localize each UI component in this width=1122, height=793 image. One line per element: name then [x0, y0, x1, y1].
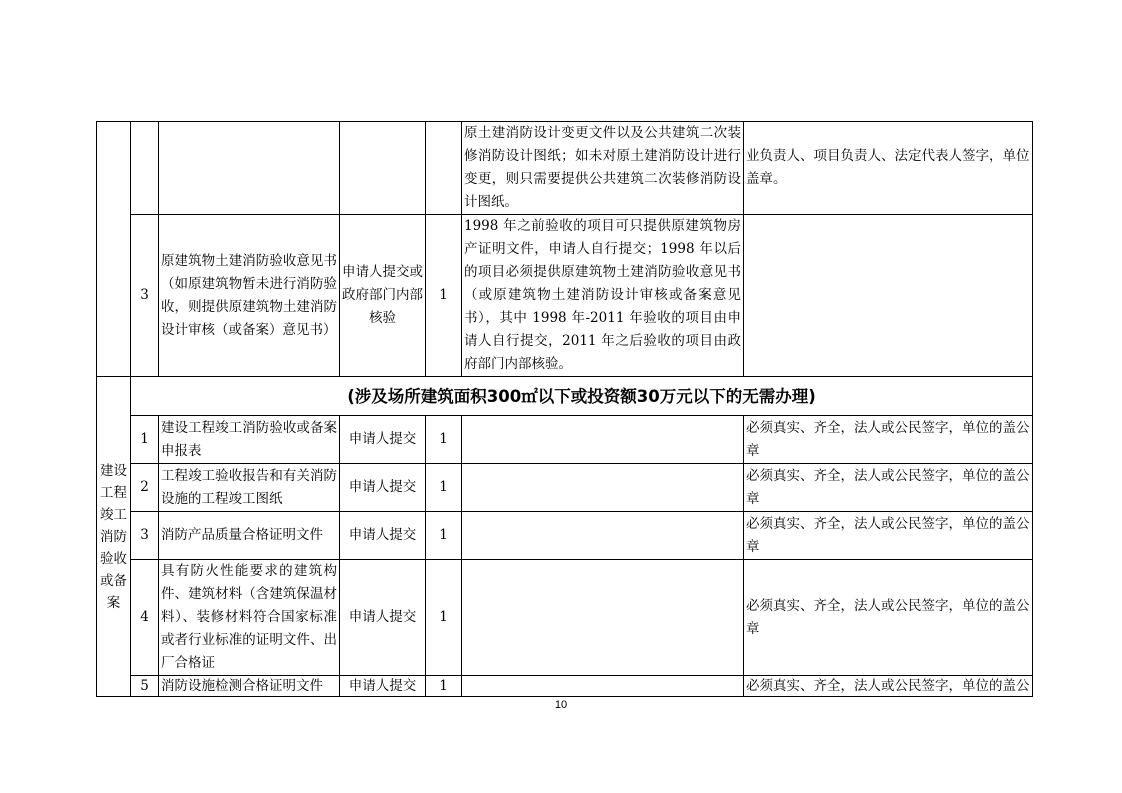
- method-cell: 申请人提交或政府部门内部核验: [340, 215, 426, 377]
- section-note-row: [97, 377, 1033, 416]
- table-row: [97, 560, 1033, 676]
- table-row: [97, 416, 1033, 464]
- copies-cell: 1: [426, 215, 462, 377]
- notes-cell: 原土建消防设计变更文件以及公共建筑二次装修消防设计图纸；如未对原土建消防设计进行变更，则只需要提供公共建筑二次装修消防设计图纸。: [462, 122, 744, 215]
- method-cell: [340, 122, 426, 215]
- copies-cell: 1: [426, 676, 462, 697]
- category-cell-continued: [97, 122, 131, 377]
- notes-cell: [462, 416, 744, 464]
- material-cell: 具有防火性能要求的建筑构件、建筑材料（含建筑保温材料）、装修材料符合国家标准或者行业标准的证明文件、出厂合格证: [159, 560, 340, 676]
- material-cell: 消防设施检测合格证明文件: [159, 676, 340, 697]
- item-number: 4: [131, 560, 159, 676]
- requirement-text: 必须真实、齐全，法人或公民签字，单位的盖公: [746, 678, 1030, 694]
- category-cell: [97, 377, 131, 697]
- material-cell: 消防产品质量合格证明文件: [159, 512, 340, 560]
- copies-cell: 1: [426, 416, 462, 464]
- copies-cell: 1: [426, 560, 462, 676]
- notes-cell: [462, 560, 744, 676]
- method-cell: 申请人提交: [340, 464, 426, 512]
- method-cell: 申请人提交: [340, 560, 426, 676]
- table-row: [97, 215, 1033, 377]
- item-number: 5: [131, 676, 159, 697]
- page-number: 10: [554, 699, 568, 711]
- notes-cell: [462, 676, 744, 697]
- category-label: 建设工程竣工消防验收或备案: [100, 462, 127, 611]
- item-number: 3: [131, 512, 159, 560]
- copies-cell: 1: [426, 512, 462, 560]
- table-row: [97, 676, 1033, 697]
- notes-cell: 1998 年之前验收的项目可只提供原建筑物房产证明文件，申请人自行提交；1998 年以后的项目必须提供原建筑物土建消防验收意见书（或原建筑物土建消防设计审核或备案意见书），其中 1998 年-2011 年验收的项目由申请人自行提交，2011 年之后验收的项目由政府部门内部核验。: [462, 215, 744, 377]
- method-cell: 申请人提交: [340, 512, 426, 560]
- requirement-cell: [744, 676, 1033, 697]
- requirements-table: [96, 121, 1033, 697]
- requirement-cell: 必须真实、齐全，法人或公民签字，单位的盖公章: [744, 464, 1033, 512]
- item-number: 3: [131, 215, 159, 377]
- notes-cell: [462, 464, 744, 512]
- section-note: (涉及场所建筑面积300㎡以下或投资额30万元以下的无需办理): [131, 377, 1033, 416]
- item-number: 2: [131, 464, 159, 512]
- material-cell: 原建筑物土建消防验收意见书（如原建筑物暂未进行消防验收，则提供原建筑物土建消防设计审核（或备案）意见书）: [159, 215, 340, 377]
- copies-cell: 1: [426, 464, 462, 512]
- copies-cell: [426, 122, 462, 215]
- requirement-cell: 必须真实、齐全，法人或公民签字，单位的盖公章: [744, 512, 1033, 560]
- method-cell: 申请人提交: [340, 416, 426, 464]
- item-number: [131, 122, 159, 215]
- material-cell: 建设工程竣工消防验收或备案申报表: [159, 416, 340, 464]
- material-cell: 工程竣工验收报告和有关消防设施的工程竣工图纸: [159, 464, 340, 512]
- method-cell: 申请人提交: [340, 676, 426, 697]
- notes-cell: [462, 512, 744, 560]
- requirement-cell: 业负责人、项目负责人、法定代表人签字，单位盖章。: [744, 122, 1033, 215]
- table-row: [97, 464, 1033, 512]
- requirement-cell: 必须真实、齐全，法人或公民签字，单位的盖公章: [744, 560, 1033, 676]
- table-row: [97, 512, 1033, 560]
- material-cell: [159, 122, 340, 215]
- requirement-cell: [744, 215, 1033, 377]
- item-number: 1: [131, 416, 159, 464]
- table-row: [97, 122, 1033, 215]
- requirement-cell: 必须真实、齐全，法人或公民签字，单位的盖公章: [744, 416, 1033, 464]
